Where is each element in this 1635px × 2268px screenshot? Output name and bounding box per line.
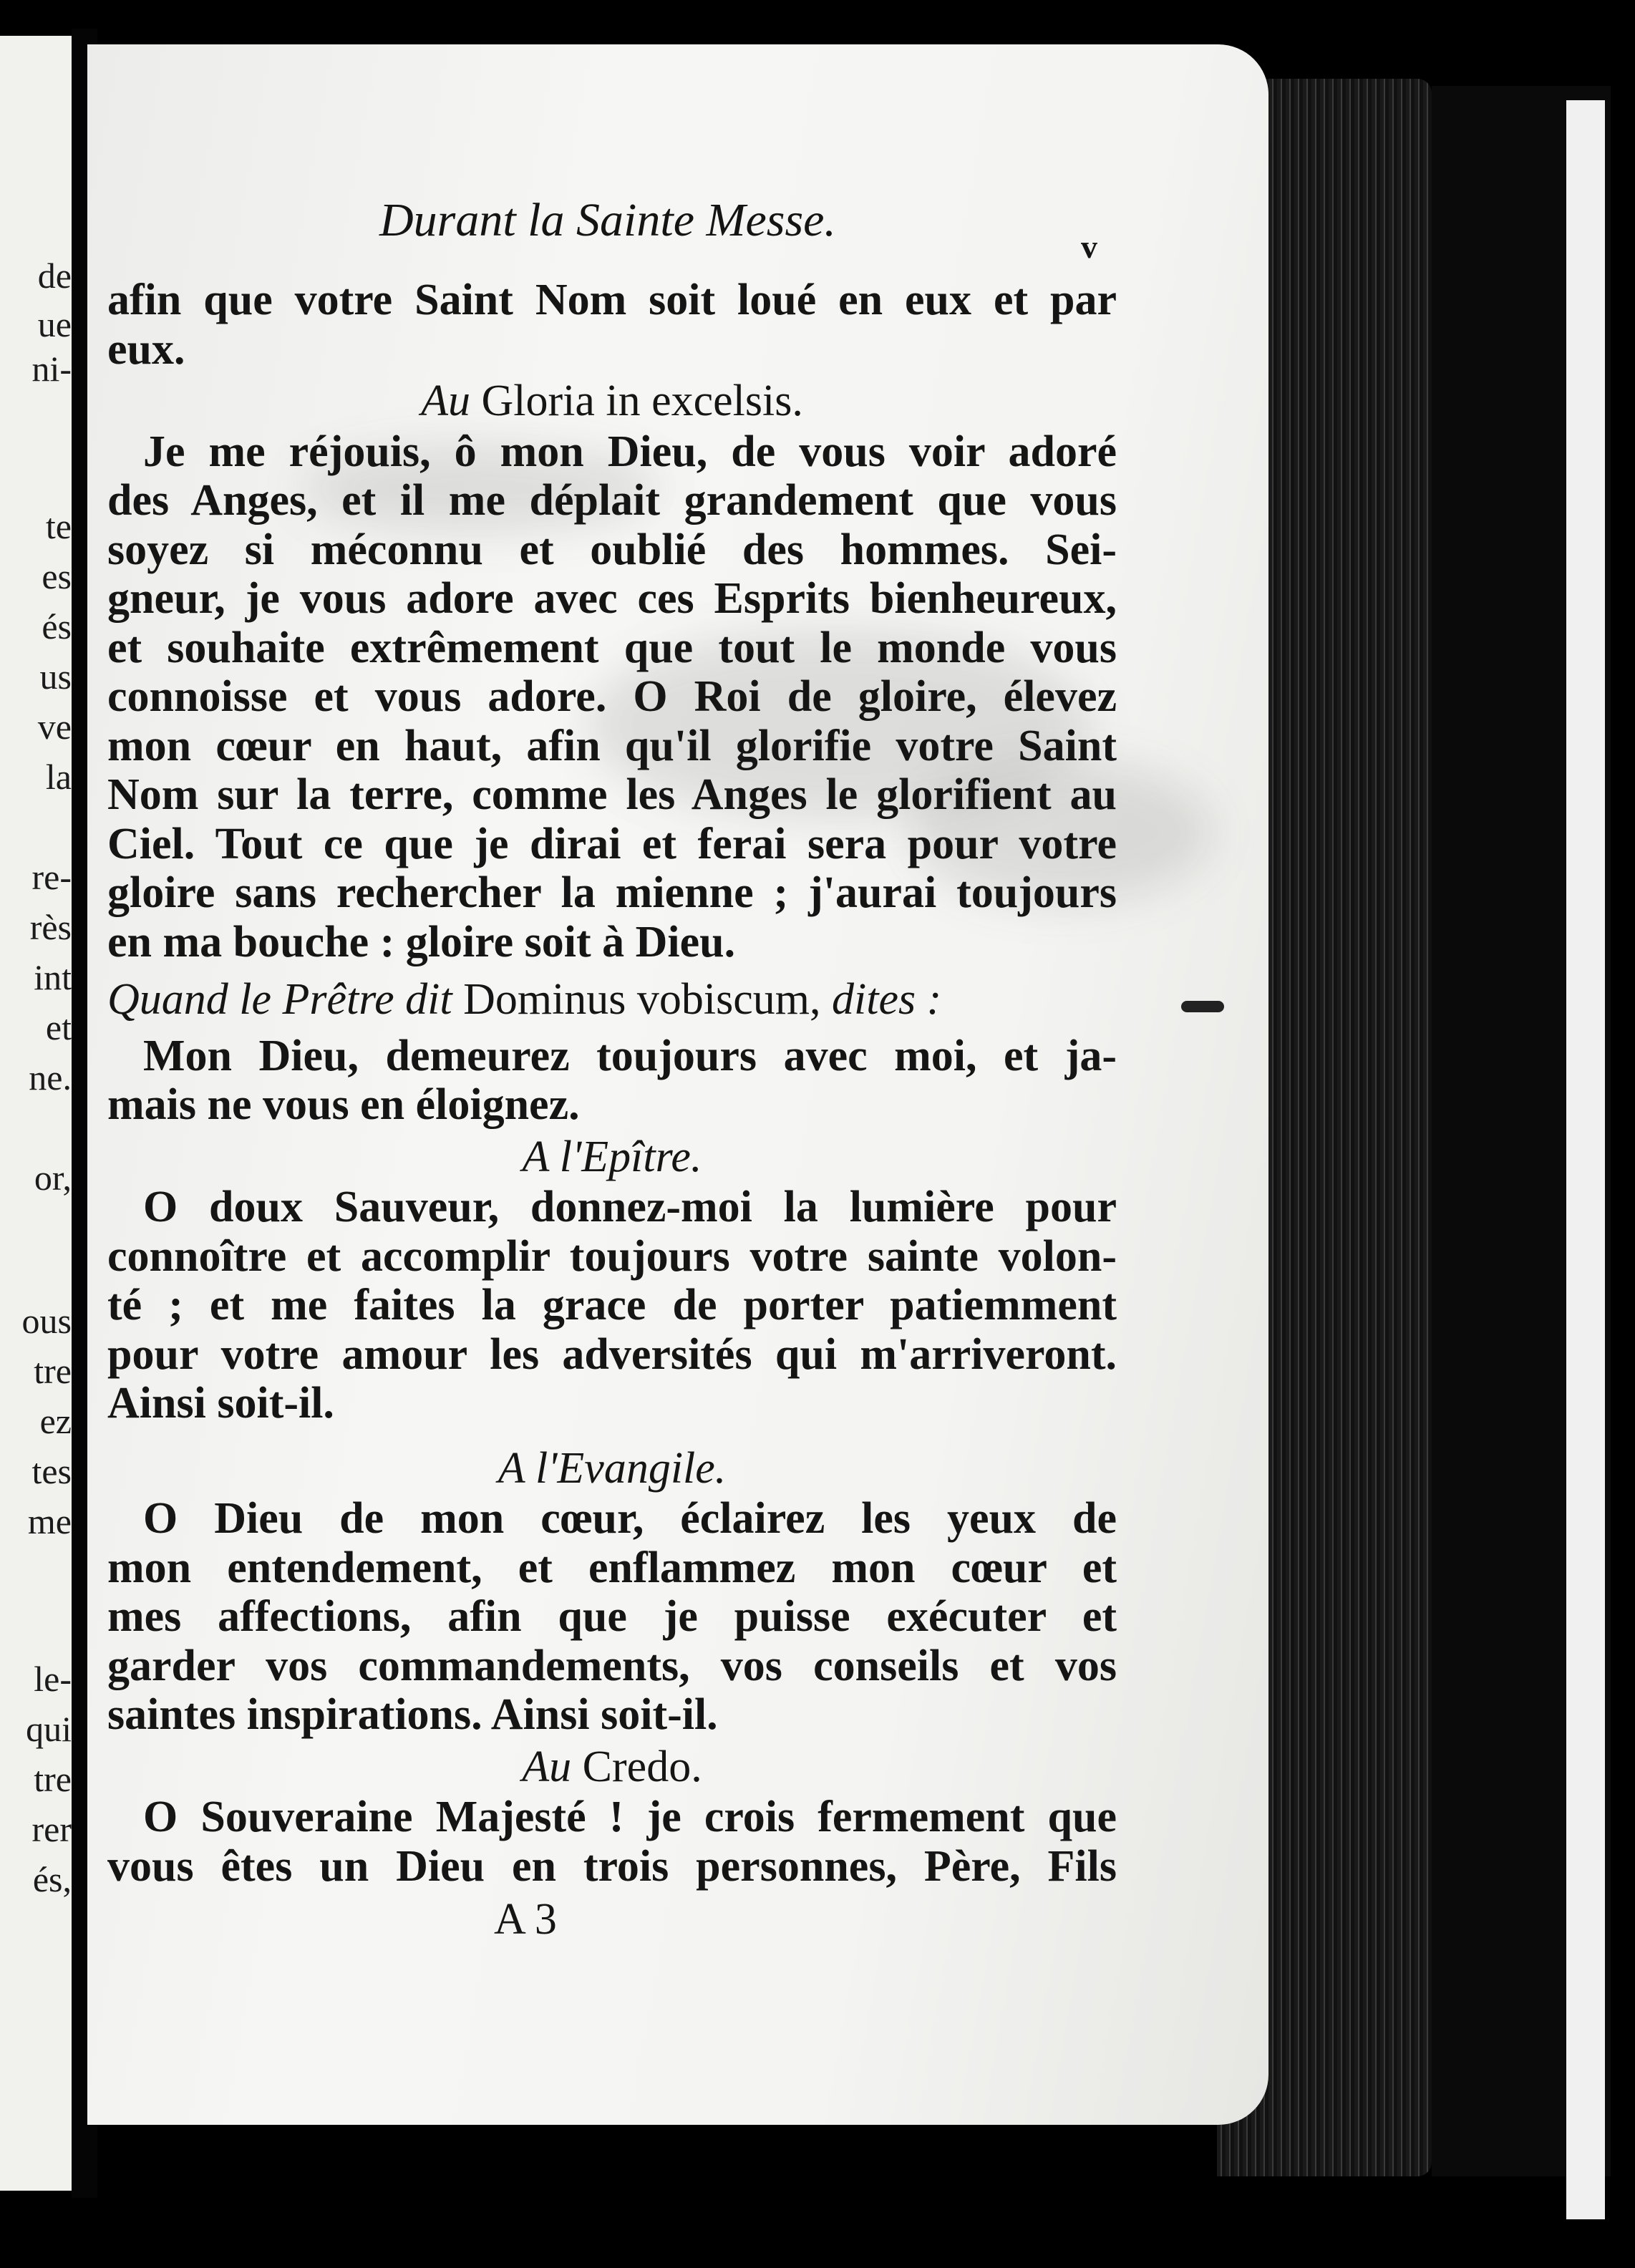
facing-page-fragment: ve — [37, 707, 72, 747]
rubric-italic: Quand le Prêtre dit — [107, 975, 452, 1024]
facing-page-fragment: ez — [39, 1401, 72, 1441]
facing-page-fragment: ne. — [29, 1057, 72, 1097]
text-line: soyez si méconnu et oublié des hommes. Sei- — [107, 525, 1117, 574]
text-line: eux. — [107, 324, 185, 374]
section-heading-credo — [107, 1743, 1117, 1792]
text-line: gloire sans rechercher la mienne ; j'aurai toujours — [107, 868, 1117, 917]
facing-page-fragment: int — [34, 957, 72, 997]
text-line: Mon Dieu, demeurez toujours avec moi, et ja- — [143, 1031, 1117, 1080]
signature-mark: A 3 — [494, 1895, 557, 1944]
facing-page-fragment: rès — [29, 907, 72, 947]
facing-page-fragment: tre — [34, 1759, 72, 1799]
text-line: connoisse et vous adore. O Roi de gloire, élevez — [107, 672, 1117, 721]
rubric-latin: Dominus vobiscum, — [452, 975, 833, 1024]
text-line: O doux Sauveur, donnez-moi la lumière pour — [143, 1183, 1117, 1231]
text-line: afin que votre Saint Nom soit loué en eux et par — [107, 276, 1117, 324]
facing-page-fragment: le- — [34, 1659, 72, 1699]
facing-page-fragment: és, — [32, 1859, 72, 1899]
heading-italic: Au — [421, 377, 470, 425]
text-line: en ma bouche : gloire soit à Dieu. — [107, 917, 736, 966]
facing-page-fragment: us — [39, 656, 72, 697]
text-line: Ciel. Tout ce que je dirai et ferai sera pour votre — [107, 819, 1117, 868]
facing-page-fragment: re- — [31, 857, 72, 897]
text-line: saintes inspirations. Ainsi soit-il. — [107, 1690, 718, 1739]
text-line: O Dieu de mon cœur, éclairez les yeux de — [143, 1494, 1117, 1543]
text-line: des Anges, et il me déplait grandement que vous — [107, 476, 1117, 525]
facing-page-fragment: or, — [34, 1158, 72, 1198]
section-heading-evangile: A l'Evangile. — [498, 1443, 727, 1493]
text-line: pour votre amour les adversités qui m'arriveront. — [107, 1329, 1117, 1379]
heading-text: Credo. — [571, 1742, 702, 1791]
text-line: Ainsi soit-il. — [107, 1379, 334, 1428]
facing-page-fragment: la — [45, 757, 72, 797]
facing-page-fragment: me — [27, 1501, 72, 1541]
section-heading-epitre: A l'Epître. — [522, 1132, 702, 1181]
text-line: Je me réjouis, ô mon Dieu, de vous voir adoré — [143, 427, 1117, 476]
text-line: té ; et me faites la grace de porter patiemment — [107, 1281, 1117, 1329]
text-line: et souhaite extrêmement que tout le monde vous — [107, 623, 1117, 672]
facing-page-fragment: et — [45, 1007, 72, 1047]
facing-page-fragment: és — [42, 606, 72, 646]
text-line: mes affections, afin que je puisse exécuter et — [107, 1592, 1117, 1641]
facing-page-edge — [0, 36, 77, 2191]
facing-page-fragment: de — [37, 256, 72, 296]
text-line: Nom sur la terre, comme les Anges le glorifient au — [107, 770, 1117, 819]
text-line: O Souveraine Majesté ! je crois fermement que — [143, 1793, 1117, 1841]
text-line: garder vos commandements, vos conseils et vos — [107, 1641, 1117, 1690]
heading-text: Gloria in excelsis. — [470, 377, 803, 425]
text-line: mon entendement, et enflammez mon cœur et — [107, 1543, 1117, 1592]
folio-numeral: v — [1081, 228, 1097, 265]
facing-page-fragment: te — [45, 506, 72, 546]
text-line: connoître et accomplir toujours votre sainte volon- — [107, 1231, 1117, 1281]
facing-page-fragment: tre — [34, 1351, 72, 1391]
facing-page-fragment: ni- — [31, 349, 72, 389]
rubric-dominus — [107, 975, 1117, 1024]
facing-page-fragment: ue — [37, 304, 72, 344]
body-text — [107, 276, 1117, 1944]
facing-page-fragment: tes — [31, 1451, 72, 1491]
text-line: mais ne vous en éloignez. — [107, 1080, 580, 1129]
text-line: gneur, je vous adore avec ces Esprits bienheureux, — [107, 574, 1117, 623]
heading-italic: Au — [522, 1742, 572, 1791]
section-heading-gloria — [107, 377, 1117, 426]
facing-page-fragment: ous — [21, 1301, 72, 1341]
text-line: vous êtes un Dieu en trois personnes, Père, Fils — [107, 1841, 1117, 1891]
facing-page-fragment: es — [42, 556, 72, 596]
rubric-italic: dites : — [832, 975, 942, 1024]
text-line: mon cœur en haut, afin qu'il glorifie votre Saint — [107, 721, 1117, 770]
facing-page-fragment: qui — [26, 1709, 72, 1749]
background-strip — [1566, 100, 1605, 2219]
running-head: Durant la Sainte Messe. — [379, 194, 836, 246]
facing-page-fragment: rer — [31, 1809, 72, 1849]
ink-blot — [1181, 1001, 1224, 1012]
